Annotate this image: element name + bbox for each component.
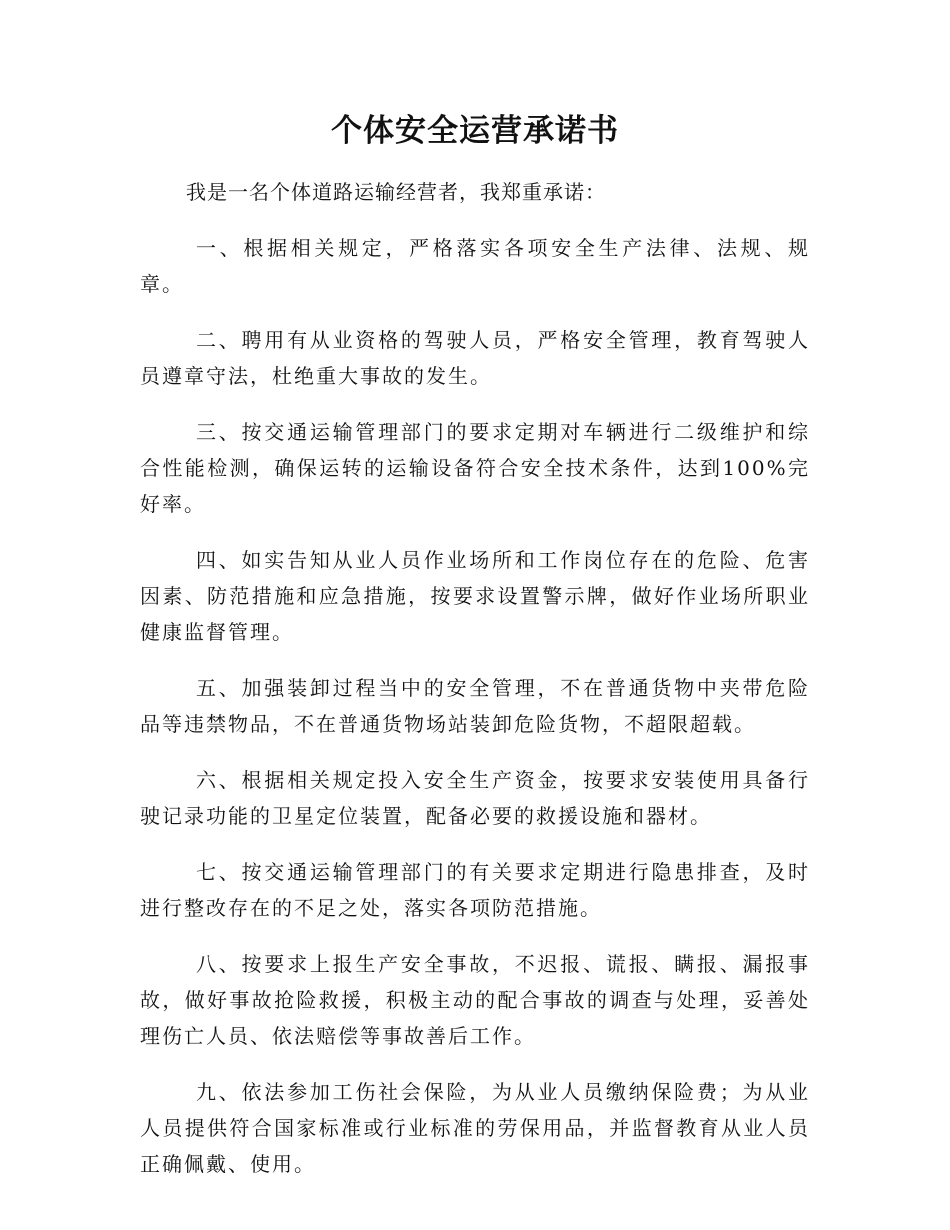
commitment-item-7: 七、按交通运输管理部门的有关要求定期进行隐患排查，及时进行整改存在的不足之处，落实各项防范措施。 bbox=[140, 860, 810, 920]
commitment-item-3: 三、按交通运输管理部门的要求定期对车辆进行二级维护和综合性能检测，确保运转的运输设备符合安全技术条件，达到100%完好率。 bbox=[140, 420, 810, 516]
commitment-item-5: 五、加强装卸过程当中的安全管理，不在普通货物中夹带危险品等违禁物品，不在普通货物场站装卸危险货物，不超限超载。 bbox=[140, 676, 810, 736]
commitment-item-9: 九、依法参加工伤社会保险，为从业人员缴纳保险费；为从业人员提供符合国家标准或行业标准的劳保用品，并监督教育从业人员正确佩戴、使用。 bbox=[140, 1080, 810, 1176]
commitment-item-8: 八、按要求上报生产安全事故，不迟报、谎报、瞒报、漏报事故，做好事故抢险救援，积极主动的配合事故的调查与处理，妥善处理伤亡人员、依法赔偿等事故善后工作。 bbox=[140, 952, 810, 1048]
commitment-item-1: 一、根据相关规定，严格落实各项安全生产法律、法规、规章。 bbox=[140, 236, 810, 296]
document-page bbox=[140, 108, 810, 1202]
commitment-item-4: 四、如实告知从业人员作业场所和工作岗位存在的危险、危害因素、防范措施和应急措施，按要求设置警示牌，做好作业场所职业健康监督管理。 bbox=[140, 548, 810, 644]
commitment-item-6: 六、根据相关规定投入安全生产资金，按要求安装使用具备行驶记录功能的卫星定位装置，配备必要的救援设施和器材。 bbox=[140, 768, 810, 828]
document-title: 个体安全运营承诺书 bbox=[331, 113, 619, 149]
commitment-item-2: 二、聘用有从业资格的驾驶人员，严格安全管理，教育驾驶人员遵章守法，杜绝重大事故的发生。 bbox=[140, 328, 810, 388]
intro-paragraph: 我是一名个体道路运输经营者，我郑重承诺： bbox=[186, 180, 606, 204]
